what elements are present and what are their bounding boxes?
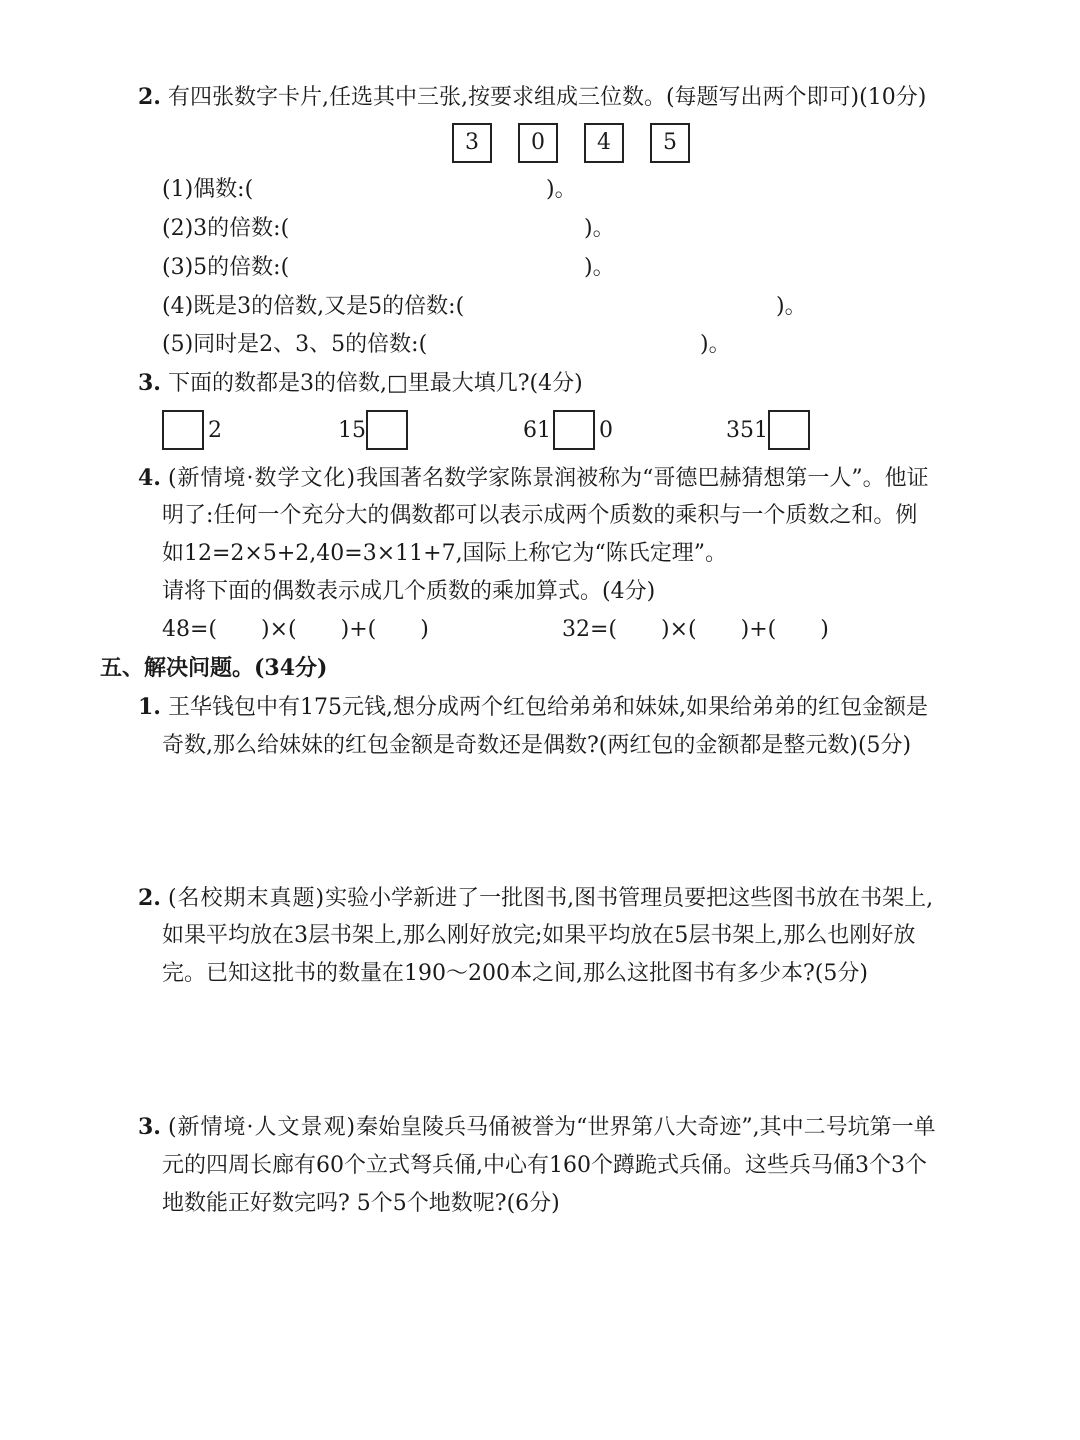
s5-p3-line-1 bbox=[138, 1112, 936, 1143]
answer-box-2[interactable] bbox=[366, 410, 408, 450]
answer-box-1[interactable] bbox=[162, 410, 204, 450]
s5-p1-number: 1. bbox=[138, 694, 161, 720]
s5-p3-number: 3. bbox=[138, 1114, 161, 1140]
q4-line1-text: 我国著名数学家陈景润被称为“哥德巴赫猜想第一人”。他证 bbox=[356, 466, 929, 491]
s5-p2-line-1 bbox=[138, 883, 933, 914]
q4-equation-48: 48=( )×( )+( ) bbox=[162, 617, 429, 642]
q4-equation-32: 32=( )×( )+( ) bbox=[562, 617, 829, 642]
q3-prompt bbox=[138, 368, 583, 399]
s5-p1-line-2: 奇数,那么给妹妹的红包金额是奇数还是偶数?(两红包的金额都是整元数)(5分) bbox=[162, 733, 912, 758]
q4-tag: (新情境·数学文化) bbox=[167, 466, 357, 491]
answer-box-4[interactable] bbox=[768, 410, 810, 450]
q3-n3-after: 0 bbox=[599, 418, 613, 443]
s5-p3-tag: (新情境·人文景观) bbox=[167, 1115, 357, 1140]
q3-text: 下面的数都是3的倍数,□里最大填几?(4分) bbox=[167, 371, 583, 396]
s5-p1-line-1 bbox=[138, 692, 928, 723]
q2-item-5-end: )。 bbox=[700, 332, 731, 357]
digit-card-3: 3 bbox=[452, 123, 492, 163]
q2-number: 2. bbox=[138, 84, 161, 110]
q2-item-4-label: (4)既是3的倍数,又是5的倍数:( bbox=[162, 294, 465, 319]
s5-p3-line-2: 元的四周长廊有60个立式弩兵俑,中心有160个蹲跪式兵俑。这些兵马俑3个3个 bbox=[162, 1153, 927, 1178]
s5-p1-line1-text: 王华钱包中有175元钱,想分成两个红包给弟弟和妹妹,如果给弟弟的红包金额是 bbox=[167, 695, 928, 720]
q4-line-2: 明了:任何一个充分大的偶数都可以表示成两个质数的乘积与一个质数之和。例 bbox=[162, 503, 918, 528]
s5-p2-line1-text: 实验小学新进了一批图书,图书管理员要把这些图书放在书架上, bbox=[325, 886, 934, 911]
q2-prompt bbox=[138, 82, 926, 113]
s5-p2-number: 2. bbox=[138, 885, 161, 911]
digit-card-4: 4 bbox=[584, 123, 624, 163]
s5-p3-line-3: 地数能正好数完吗? 5个5个地数呢?(6分) bbox=[162, 1191, 560, 1216]
q4-line-3: 如12=2×5+2,40=3×11+7,国际上称它为“陈氏定理”。 bbox=[162, 541, 728, 566]
digit-card-0: 0 bbox=[518, 123, 558, 163]
q2-item-5-label: (5)同时是2、3、5的倍数:( bbox=[162, 332, 428, 357]
q2-item-3-end: )。 bbox=[584, 255, 615, 280]
q2-item-1-label: (1)偶数:( bbox=[162, 177, 254, 202]
q3-number: 3. bbox=[138, 370, 161, 396]
q3-n2-before: 15 bbox=[338, 418, 366, 443]
s5-p2-tag: (名校期末真题) bbox=[167, 886, 326, 911]
section-5-title: 五、解决问题。(34分) bbox=[100, 655, 328, 681]
s5-p3-line1-text: 秦始皇陵兵马俑被誉为“世界第八大奇迹”,其中二号坑第一单 bbox=[356, 1115, 936, 1140]
q2-item-4-end: )。 bbox=[776, 294, 807, 319]
q2-item-2-end: )。 bbox=[584, 216, 615, 241]
s5-p2-line-3: 完。已知这批书的数量在190～200本之间,那么这批图书有多少本?(5分) bbox=[162, 961, 868, 986]
s5-p2-line-2: 如果平均放在3层书架上,那么刚好放完;如果平均放在5层书架上,那么也刚好放 bbox=[162, 923, 916, 948]
answer-box-3[interactable] bbox=[553, 410, 595, 450]
digit-card-5: 5 bbox=[650, 123, 690, 163]
q3-n1-after: 2 bbox=[208, 418, 222, 443]
q4-line-1 bbox=[138, 463, 929, 494]
q3-n4-before: 351 bbox=[726, 418, 768, 443]
q4-number: 4. bbox=[138, 465, 161, 491]
q2-text: 有四张数字卡片,任选其中三张,按要求组成三位数。(每题写出两个即可)(10分) bbox=[167, 85, 927, 110]
q2-item-1-end: )。 bbox=[546, 177, 577, 202]
q3-n3-before: 61 bbox=[523, 418, 551, 443]
q4-line-4: 请将下面的偶数表示成几个质数的乘加算式。(4分) bbox=[162, 579, 656, 604]
q2-item-3-label: (3)5的倍数:( bbox=[162, 255, 290, 280]
q2-item-2-label: (2)3的倍数:( bbox=[162, 216, 290, 241]
